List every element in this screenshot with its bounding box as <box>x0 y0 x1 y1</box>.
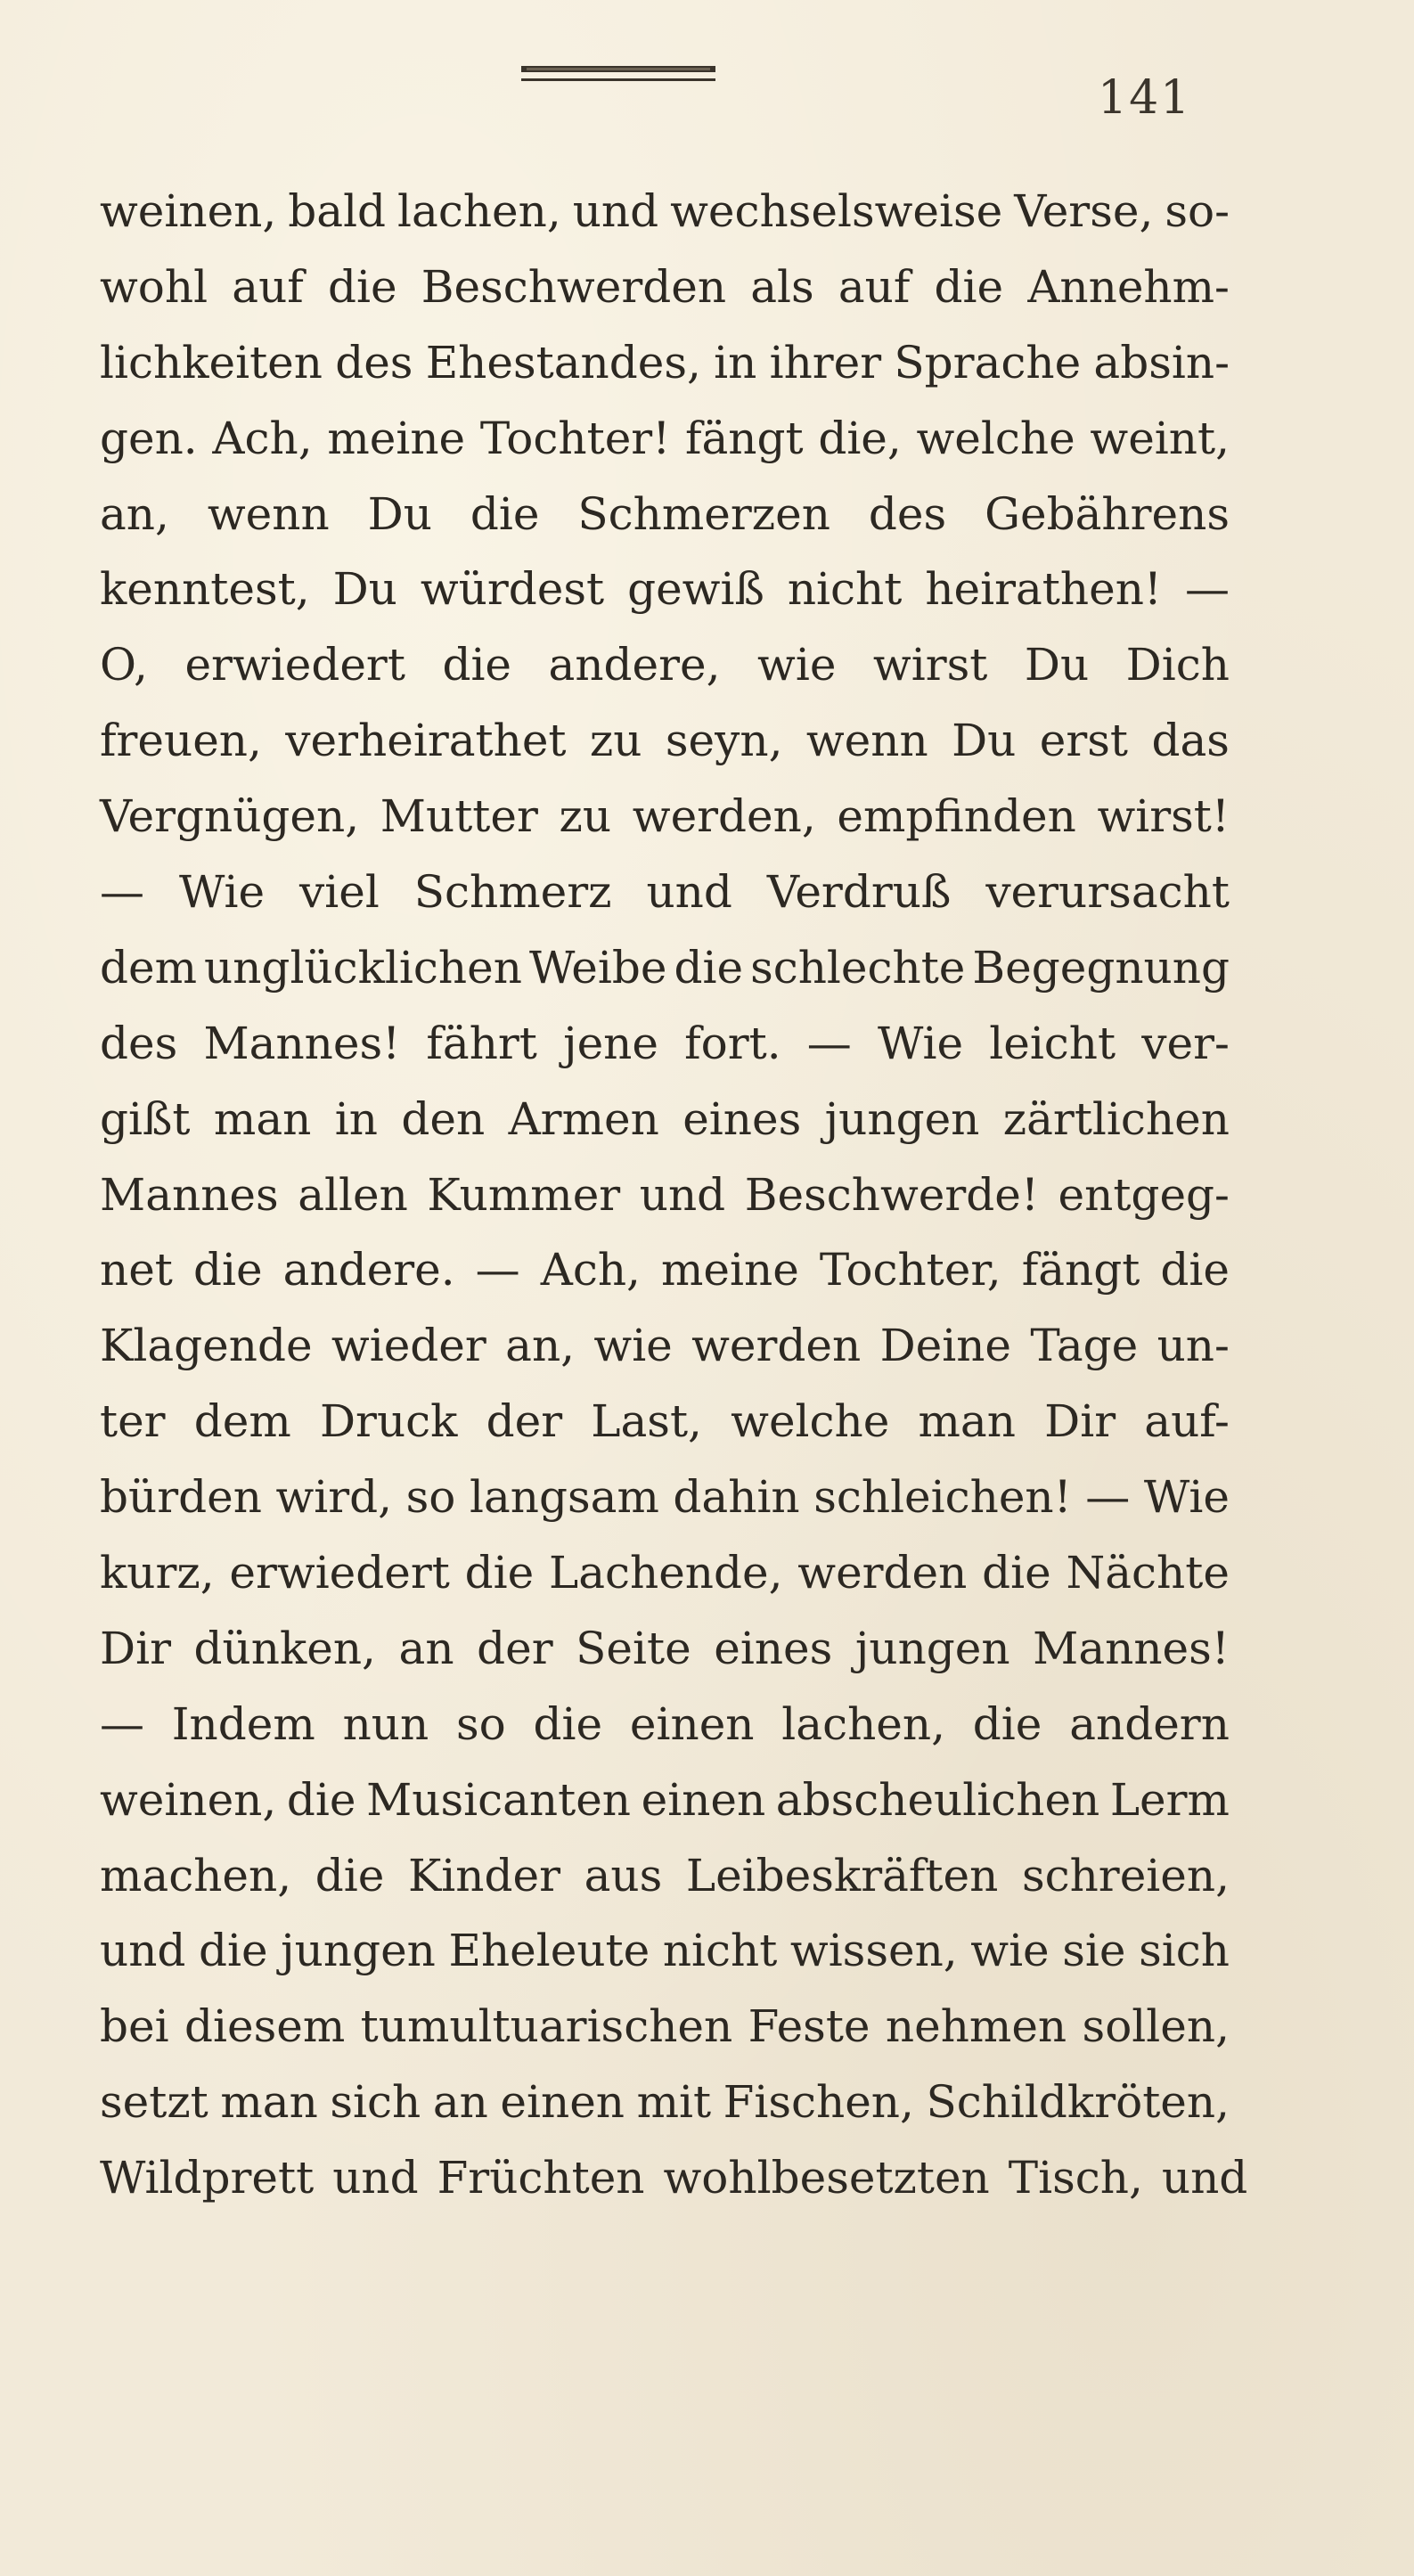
header-ornament-rule <box>519 61 717 87</box>
word: lachen, <box>781 1697 945 1750</box>
word: Fischen, <box>723 2076 914 2129</box>
word: entgeg- <box>1058 1168 1230 1221</box>
body-text <box>100 174 1248 2216</box>
word: Feste <box>748 2000 870 2053</box>
word: und <box>572 185 659 237</box>
word: schlechte <box>750 941 966 994</box>
text-line <box>100 174 1230 249</box>
word: Armen <box>508 1092 659 1145</box>
text-line <box>100 477 1230 552</box>
word: Lerm <box>1109 1773 1230 1826</box>
word: Du <box>332 563 397 616</box>
word: un- <box>1157 1320 1230 1372</box>
word: zärtlichen <box>1002 1092 1230 1145</box>
word: fängt <box>1021 1244 1140 1296</box>
word: wie <box>593 1320 673 1372</box>
word: einen <box>629 1697 755 1750</box>
word: O, <box>100 639 148 691</box>
word: die <box>1160 1244 1230 1296</box>
word: der <box>477 1622 553 1674</box>
word: Kinder <box>407 1849 560 1901</box>
page-number: 141 <box>1098 71 1192 125</box>
word: Mutter <box>380 790 538 843</box>
word: nicht <box>662 1925 778 1977</box>
word: des <box>868 487 947 540</box>
word: — <box>100 866 144 919</box>
word: wird, <box>275 1471 393 1524</box>
word: Annehm- <box>1027 260 1230 313</box>
word: heirathen! <box>925 563 1162 616</box>
word: net <box>100 1244 173 1296</box>
word: zu <box>589 715 642 767</box>
text-line <box>100 1460 1230 1535</box>
word: wohl <box>100 260 208 313</box>
word: fort. <box>684 1017 781 1069</box>
word: bald <box>288 185 387 237</box>
word: so <box>405 1471 456 1524</box>
text-line <box>100 401 1230 477</box>
word: Du <box>952 715 1017 767</box>
word: Klagende <box>100 1320 313 1372</box>
word: sollen, <box>1082 2000 1230 2053</box>
word: Wildprett <box>100 2152 315 2204</box>
word: — <box>1085 1471 1131 1524</box>
word: eines <box>682 1092 802 1145</box>
word: in <box>714 336 757 388</box>
word: Druck <box>319 1395 458 1448</box>
word: wohlbesetzten <box>663 2152 990 2204</box>
word: sie <box>1062 1925 1126 1977</box>
text-line <box>100 1762 1230 1838</box>
word: ter <box>100 1395 166 1448</box>
word: die, <box>818 412 902 464</box>
word: die <box>192 1244 263 1296</box>
word: Tage <box>1030 1320 1139 1372</box>
word: in <box>334 1092 378 1145</box>
word: ver- <box>1141 1017 1230 1069</box>
word: nun <box>342 1697 429 1750</box>
text-line <box>100 779 1230 855</box>
word: dem <box>100 941 198 994</box>
word: und <box>646 866 732 919</box>
word: weint, <box>1090 412 1230 464</box>
word: an, <box>100 487 169 540</box>
word: gißt <box>100 1092 191 1145</box>
word: man <box>918 1395 1016 1448</box>
word: wenn <box>805 715 928 767</box>
word: Indem <box>171 1697 315 1750</box>
text-line <box>100 2065 1230 2140</box>
word: diesem <box>184 2000 346 2053</box>
word: welche <box>916 412 1075 464</box>
word: bürden <box>100 1471 262 1524</box>
text-line <box>100 2140 1248 2216</box>
word: lachen, <box>397 185 561 237</box>
text-line <box>100 1535 1230 1611</box>
word: meine <box>661 1244 799 1296</box>
word: Lachende, <box>549 1547 783 1599</box>
word: Gebährens <box>985 487 1230 540</box>
word: schleichen! <box>813 1471 1072 1524</box>
word: Dich <box>1125 639 1230 691</box>
word: lichkeiten <box>100 336 323 388</box>
word: erwiedert <box>184 639 405 691</box>
word: werden <box>797 1547 968 1599</box>
word: Wie <box>877 1017 964 1069</box>
word: die <box>442 639 512 691</box>
word: — <box>1184 563 1230 616</box>
text-line <box>100 703 1230 779</box>
word: jene <box>563 1017 658 1069</box>
text-line <box>100 1838 1230 1914</box>
text-line <box>100 855 1230 930</box>
word: gewiß <box>627 563 764 616</box>
word: — <box>100 1697 144 1750</box>
word: Mannes! <box>203 1017 401 1069</box>
word: Sprache <box>894 336 1082 388</box>
word: Deine <box>879 1320 1012 1372</box>
word: Leibeskräften <box>685 1849 999 1901</box>
word: Begegnung <box>972 941 1230 994</box>
word: und <box>1161 2152 1248 2204</box>
word: wechselsweise <box>670 185 1003 237</box>
word: Mannes <box>100 1168 279 1221</box>
word: wissen, <box>789 1925 958 1977</box>
word: und <box>332 2152 419 2204</box>
word: auf <box>232 260 304 313</box>
word: so- <box>1165 185 1230 237</box>
text-line <box>100 1913 1230 1989</box>
word: die <box>286 1773 356 1826</box>
word: kurz, <box>100 1547 215 1599</box>
word: Seite <box>576 1622 691 1674</box>
word: sich <box>1139 1925 1230 1977</box>
text-line <box>100 1232 1230 1308</box>
word: abscheulichen <box>775 1773 1100 1826</box>
word: Du <box>367 487 432 540</box>
word: die <box>470 487 540 540</box>
word: tumultuarischen <box>360 2000 733 2053</box>
word: an <box>432 2076 488 2129</box>
word: schreien, <box>1021 1849 1230 1901</box>
word: Verse, <box>1014 185 1154 237</box>
word: freuen, <box>100 715 262 767</box>
word: allen <box>298 1168 408 1221</box>
word: Verdruß <box>766 866 952 919</box>
word: Last, <box>591 1395 702 1448</box>
word: nicht <box>787 563 903 616</box>
word: Ach, <box>212 412 313 464</box>
word: machen, <box>100 1849 292 1901</box>
word: Tochter! <box>479 412 671 464</box>
word: werden, <box>632 790 816 843</box>
word: andere. <box>282 1244 455 1296</box>
word: man <box>213 1092 312 1145</box>
word: bei <box>100 2000 169 2053</box>
text-line <box>100 1687 1230 1762</box>
word: Eheleute <box>448 1925 650 1977</box>
word: zu <box>559 790 612 843</box>
text-line <box>100 1308 1230 1384</box>
word: eines <box>714 1622 833 1674</box>
word: würdest <box>420 563 605 616</box>
word: Schmerzen <box>577 487 830 540</box>
text-line <box>100 627 1230 703</box>
word: Du <box>1024 639 1090 691</box>
word: ihrer <box>769 336 882 388</box>
word: Früchten <box>437 2152 645 2204</box>
word: und <box>100 1925 186 1977</box>
word: aus <box>584 1849 663 1901</box>
word: Ehestandes, <box>425 336 701 388</box>
word: wirst! <box>1097 790 1230 843</box>
word: einen <box>641 1773 766 1826</box>
word: weinen, <box>100 1773 277 1826</box>
word: unglücklichen <box>204 941 522 994</box>
word: wenn <box>207 487 330 540</box>
word: mit <box>636 2076 712 2129</box>
text-line <box>100 249 1230 325</box>
word: verursacht <box>985 866 1230 919</box>
word: weinen, <box>100 185 277 237</box>
word: gen. <box>100 412 198 464</box>
word: Vergnügen, <box>100 790 360 843</box>
word: seyn, <box>665 715 783 767</box>
word: einen <box>500 2076 625 2129</box>
word: Dir <box>1044 1395 1116 1448</box>
word: jungen <box>281 1925 436 1977</box>
word: auf- <box>1144 1395 1230 1448</box>
word: Tochter, <box>819 1244 1001 1296</box>
text-line <box>100 1082 1230 1157</box>
word: Kummer <box>427 1168 621 1221</box>
word: wirst <box>872 639 988 691</box>
word: wieder <box>331 1320 486 1372</box>
word: den <box>401 1092 486 1145</box>
word: verheirathet <box>285 715 567 767</box>
word: Schmerz <box>413 866 612 919</box>
word: leicht <box>989 1017 1116 1069</box>
word: jungen <box>824 1092 980 1145</box>
word: dem <box>193 1395 291 1448</box>
word: die <box>982 1547 1051 1599</box>
word: Nächte <box>1066 1547 1230 1599</box>
word: erwiedert <box>229 1547 450 1599</box>
word: — <box>475 1244 520 1296</box>
word: empfinden <box>837 790 1076 843</box>
word: setzt <box>100 2076 208 2129</box>
word: die <box>674 941 744 994</box>
word: der <box>486 1395 563 1448</box>
text-line <box>100 930 1230 1006</box>
word: Tisch, <box>1008 2152 1143 2204</box>
word: Mannes! <box>1033 1622 1230 1674</box>
word: Wie <box>1143 1471 1230 1524</box>
word: nehmen <box>885 2000 1067 2053</box>
word: dahin <box>673 1471 800 1524</box>
word: des <box>100 1017 178 1069</box>
word: fährt <box>426 1017 537 1069</box>
word: Wie <box>178 866 266 919</box>
word: die <box>533 1697 603 1750</box>
word: so <box>455 1697 506 1750</box>
text-line <box>100 1989 1230 2065</box>
word: die <box>199 1925 268 1977</box>
word: welche <box>731 1395 890 1448</box>
word: die <box>972 1697 1042 1750</box>
word: an <box>398 1622 454 1674</box>
word: die <box>464 1547 535 1599</box>
word: — <box>806 1017 852 1069</box>
word: wie <box>757 639 837 691</box>
text-line <box>100 1157 1230 1233</box>
word: langsam <box>469 1471 659 1524</box>
word: andern <box>1069 1697 1230 1750</box>
word: die <box>315 1849 385 1901</box>
word: absin- <box>1093 336 1230 388</box>
word: Musicanten <box>366 1773 632 1826</box>
word: werden <box>691 1320 862 1372</box>
text-line <box>100 1384 1230 1460</box>
text-line <box>100 552 1230 627</box>
word: fängt <box>684 412 804 464</box>
word: erst <box>1039 715 1129 767</box>
word: und <box>639 1168 726 1221</box>
word: dünken, <box>193 1622 376 1674</box>
word: Beschwerde! <box>744 1168 1039 1221</box>
word: viel <box>299 866 380 919</box>
word: sich <box>330 2076 421 2129</box>
word: man <box>220 2076 318 2129</box>
word: des <box>335 336 413 388</box>
word: die <box>327 260 397 313</box>
word: die <box>934 260 1004 313</box>
word: das <box>1151 715 1230 767</box>
word: Schildkröten, <box>926 2076 1230 2129</box>
word: jungen <box>854 1622 1010 1674</box>
word: andere, <box>548 639 721 691</box>
word: auf <box>838 260 911 313</box>
text-line <box>100 1611 1230 1687</box>
word: an, <box>505 1320 576 1372</box>
word: kenntest, <box>100 563 310 616</box>
word: meine <box>327 412 466 464</box>
text-line <box>100 1006 1230 1082</box>
word: Dir <box>100 1622 171 1674</box>
text-line <box>100 325 1230 401</box>
word: wie <box>970 1925 1050 1977</box>
word: Ach, <box>540 1244 641 1296</box>
word: als <box>750 260 814 313</box>
word: Beschwerden <box>421 260 727 313</box>
word: Weibe <box>528 941 667 994</box>
